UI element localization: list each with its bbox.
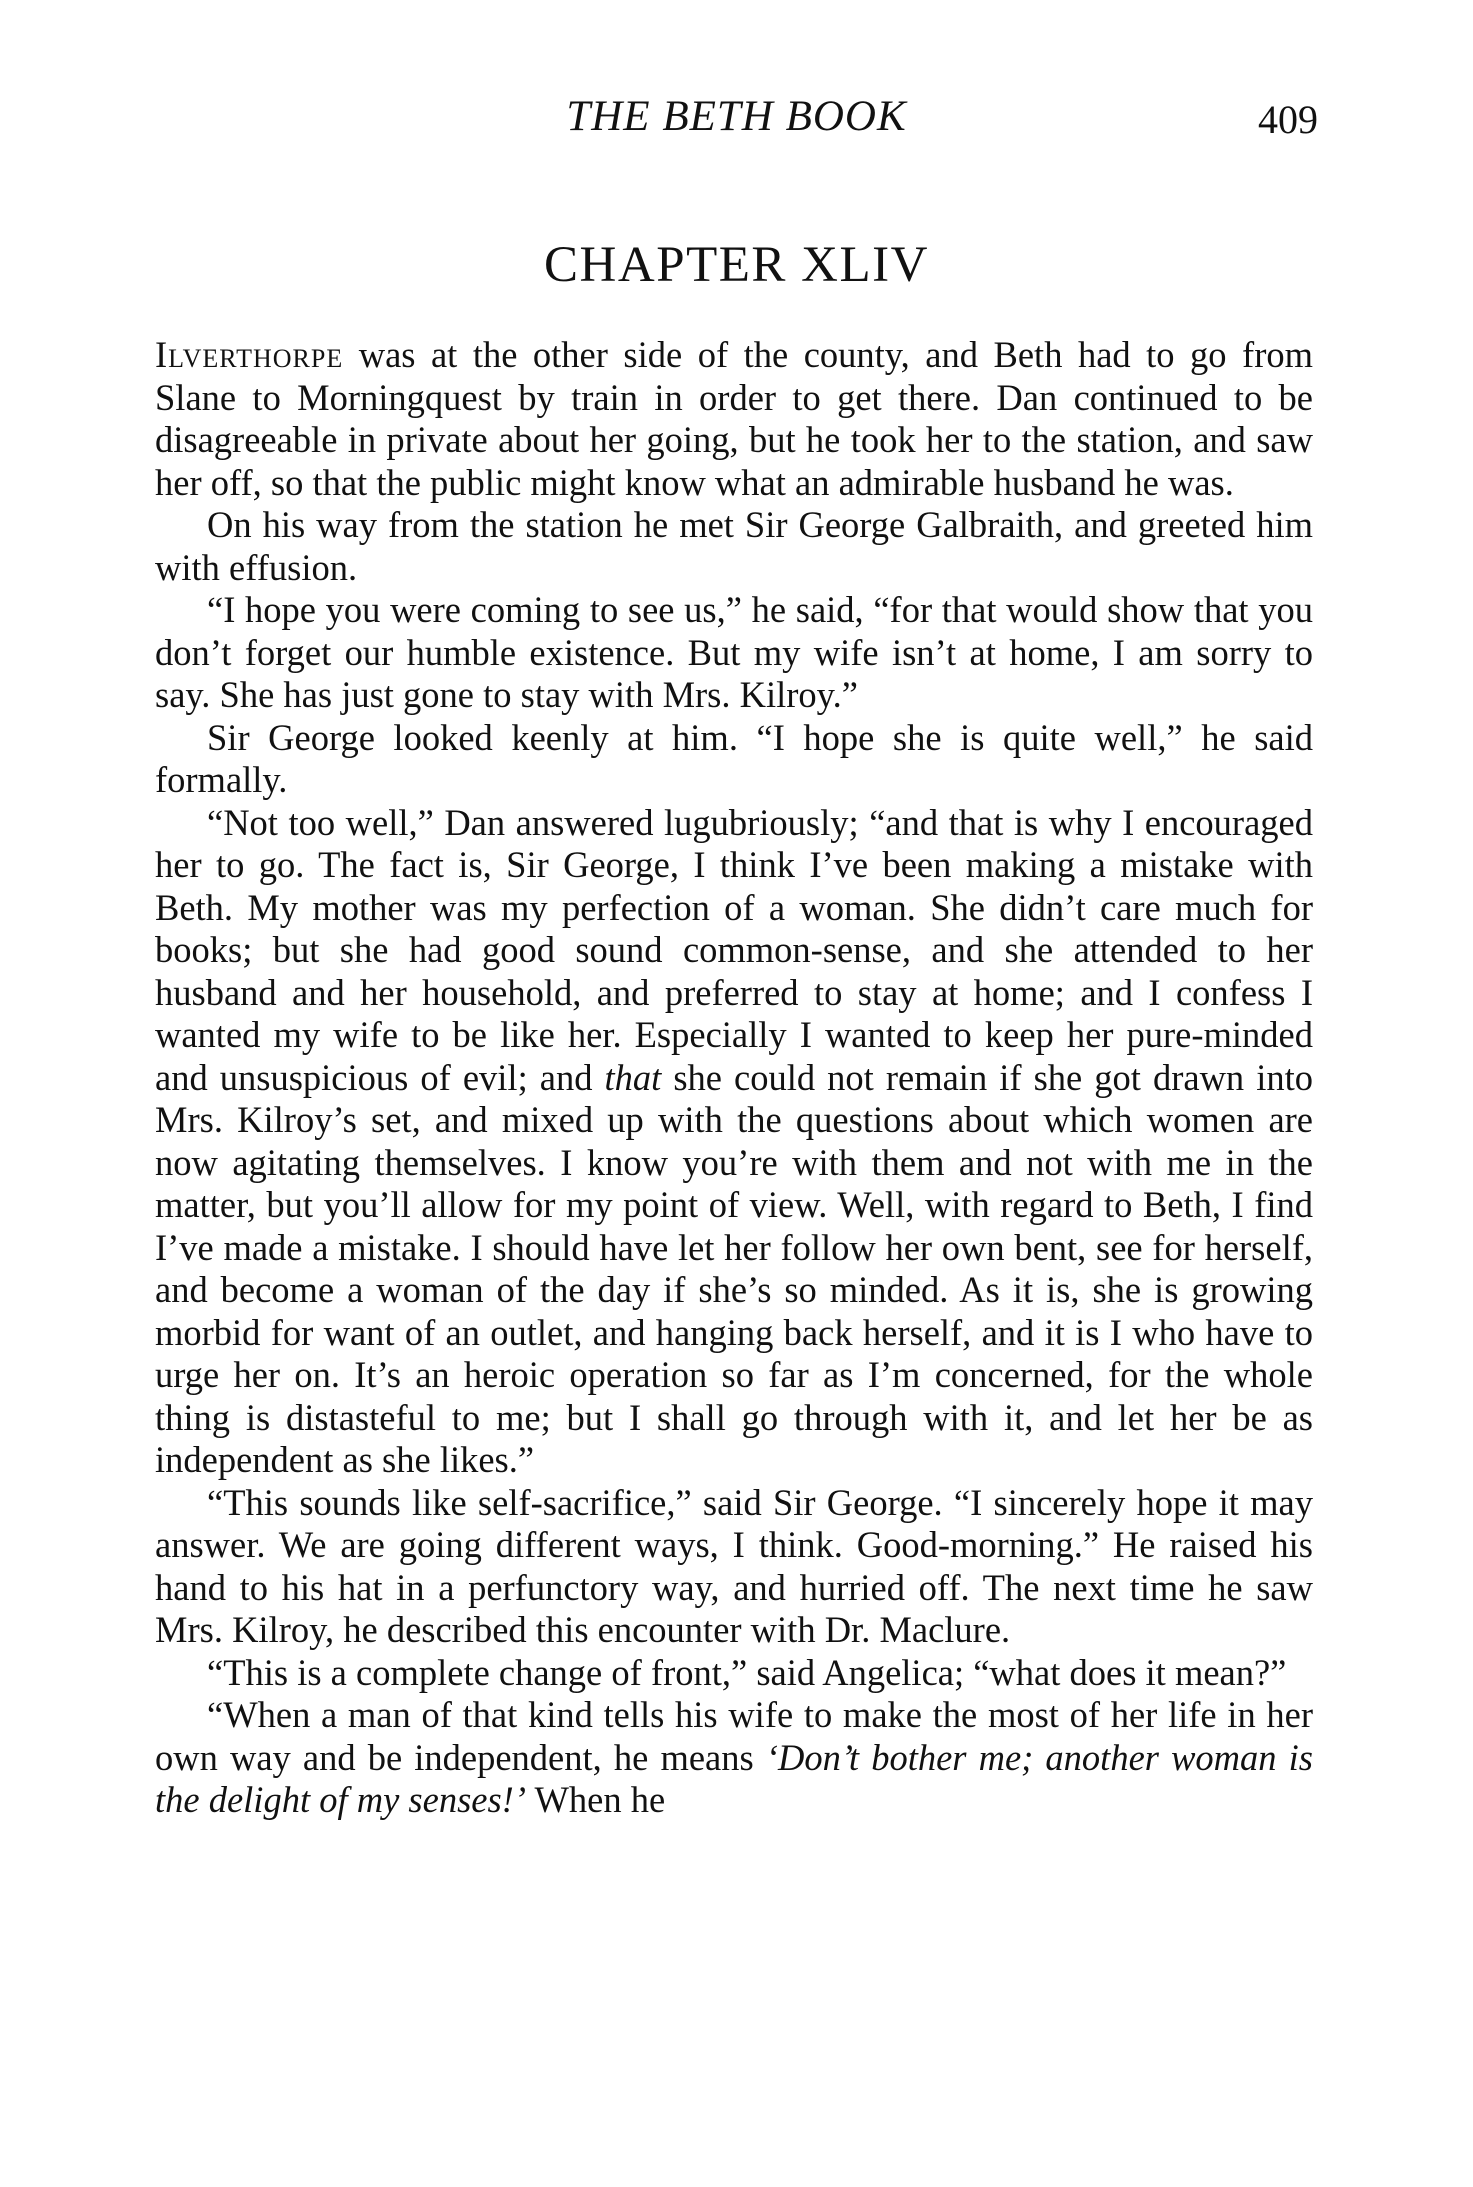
paragraph-lead-word: Ilverthorpe	[155, 334, 344, 375]
body-text	[155, 334, 1313, 1822]
paragraph	[155, 1694, 1313, 1822]
paragraph: “I hope you were coming to see us,” he said, “for that would show that you don’t forget our humble existence. But my wife isn’t at home, I am sorry to say. She has just gone to stay with Mrs. Kilroy.”	[155, 589, 1313, 715]
paragraph: On his way from the station he met Sir George Galbraith, and greeted him with effusion.	[155, 504, 1313, 588]
emphasis-text: that	[604, 1056, 662, 1098]
paragraph-text: When he	[526, 1779, 666, 1820]
paragraph: Sir George looked keenly at him. “I hope she is quite well,” he said formally.	[155, 716, 1313, 800]
paragraph	[155, 334, 1313, 504]
paragraph: “This is a complete change of front,” said Angelica; “what does it mean?”	[207, 1651, 1287, 1693]
chapter-heading: CHAPTER XLIV	[544, 237, 929, 293]
paragraph-text: was at the other side of the county, and Beth had to go from Slane to Morningquest by train in order to get there. Dan continued to be disagreeable in private about her going, but he took her to the station, and saw her off, so that the public might know what an admirable husband he was.	[155, 334, 1313, 503]
running-head	[155, 92, 1318, 152]
paragraph	[155, 802, 1313, 1482]
running-title: THE BETH BOOK	[566, 93, 907, 140]
page-number: 409	[1258, 97, 1318, 142]
paragraph-text: she could not remain if she got drawn into Mrs. Kilroy’s set, and mixed up with the questions about which women are now agitating themselves. I know you’re with them and not with me in the matter, but you’ll allow for my point of view. Well, with regard to Beth, I find I’ve made a mistake. I should have let her follow her own bent, see for herself, and become a woman of the day if she’s so minded. As it is, she is growing morbid for want of an outlet, and hanging back herself, and it is I who have to urge her on. It’s an heroic operation so far as I’m concerned, for the whole thing is distasteful to me; but I shall go through with it, and let her be as independent as she likes.”	[155, 1056, 1314, 1480]
paragraph-text: “When a man of that kind tells his wife to make the most of her life in her own way and be independent, he means	[155, 1694, 1313, 1778]
emphasis-text: ‘Don’t bother me; another woman is the delight of my senses!’	[155, 1736, 1313, 1820]
paragraph: “This sounds like self-sacrifice,” said Sir George. “I sincerely hope it may answer. We are going different ways, I think. Good-morning.” He raised his hand to his hat in a perfunctory way, and hurried off. The next time he saw Mrs. Kilroy, he described this encounter with Dr. Maclure.	[155, 1481, 1313, 1650]
paragraph-text: “Not too well,” Dan answered lugubriously; “and that is why I encouraged her to go. The fact is, Sir George, I think I’ve been making a mistake with Beth. My mother was my perfection of a woman. She didn’t care much for books; but she had good sound common-sense, and she attended to her husband and her household, and preferred to stay at home; and I confess I wanted my wife to be like her. Especially I wanted to keep her pure-minded and unsuspicious of evil; and	[155, 801, 1313, 1098]
